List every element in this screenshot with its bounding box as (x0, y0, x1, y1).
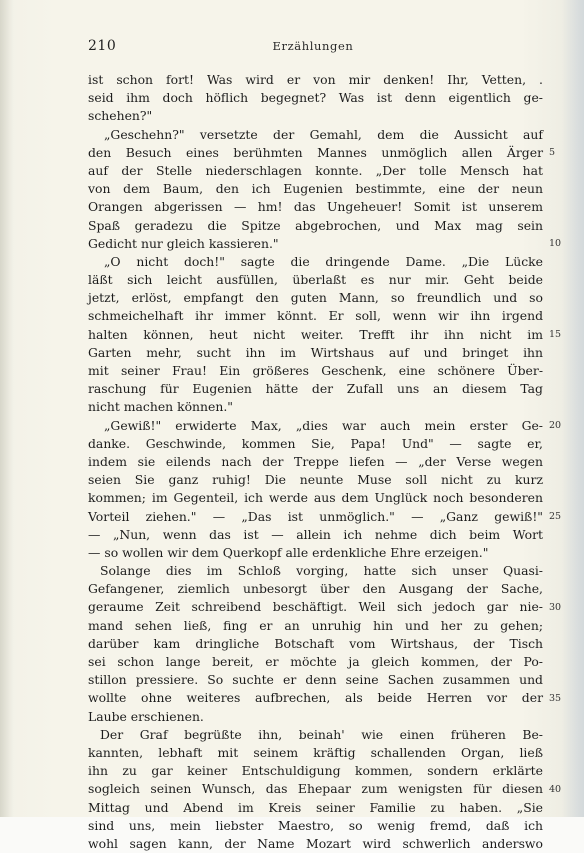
text-line: sei schon lange bereit, er möchte ja gleich kommen, der Po- (88, 654, 543, 669)
text-line: Spaß geradezu die Spitze abgebrochen, und Max mag sein (88, 217, 543, 233)
text-line: ihn zu gar keiner Entschuldigung kommen, sondern erklärte (88, 763, 543, 779)
text-line: seien Sie ganz ruhig! Die neunte Muse soll nicht zu kurz (88, 472, 543, 488)
text-line: den Besuch eines berühmten Mannes unmöglich allen Ärger (88, 144, 543, 160)
line-number: 30 (549, 601, 562, 613)
text-line: halten können, heut nicht weiter. Trefft ihr ihn nicht im (88, 326, 543, 342)
text-line: kommen; im Gegenteil, ich werde aus dem Unglück noch besonderen (88, 490, 543, 506)
text-line: „Gewiß!" erwiderte Max, „dies war auch mein erster Ge- (104, 417, 543, 433)
text-line: Laube erschienen. (88, 708, 204, 724)
line-number: 5 (549, 146, 556, 158)
text-line: schmeichelhaft ihr immer könnt. Er soll, wenn wir ihn irgend (88, 308, 543, 324)
page-number: 210 (88, 38, 117, 54)
text-line: raschung für Eugenien hätte der Zufall uns an diesem Tag (88, 381, 543, 397)
body-text (88, 71, 562, 853)
text-line: nicht machen können." (88, 399, 233, 415)
text-line: mand sehen ließ, fing er an unruhig hin und her zu gehen; (88, 617, 543, 633)
line-number: 10 (549, 237, 562, 249)
running-head: Erzählungen (272, 39, 354, 53)
text-line: Vorteil ziehen." — „Das ist unmöglich." — „Ganz gewiß!" (88, 508, 543, 524)
text-line: Der Graf begrüßte ihn, beinah' wie einen früheren Be- (100, 726, 543, 742)
line-number: 25 (549, 510, 562, 522)
text-line: jetzt, erlöst, empfangt den guten Mann, so freundlich und so (88, 290, 543, 306)
text-line: Garten mehr, sucht ihn im Wirtshaus auf und bringet ihn (88, 344, 543, 360)
text-line: sind uns, mein liebster Maestro, so wenig fremd, daß ich (88, 817, 543, 833)
text-line: — „Nun, wenn das ist — allein ich nehme dich beim Wort (88, 526, 543, 542)
text-line: Mittag und Abend im Kreis seiner Familie zu haben. „Sie (88, 799, 543, 815)
page-header (88, 38, 538, 58)
text-line: sogleich seinen Wunsch, das Ehepaar zum wenigsten für diesen (88, 781, 543, 797)
text-line: schehen?" (88, 108, 153, 124)
page-edge (562, 0, 584, 817)
text-line: geraume Zeit schreibend beschäftigt. Weil sich jedoch gar nie- (88, 599, 543, 615)
text-line: Gefangener, ziemlich unbesorgt über den Ausgang der Sache, (88, 581, 543, 597)
text-line: stillon pressiere. So suchte er denn seine Sachen zusammen und (88, 672, 543, 688)
text-line: wollte ohne weiteres aufbrechen, als beide Herren vor der (88, 690, 543, 706)
text-line: auf der Stelle niederschlagen konnte. „Der tolle Mensch hat (88, 162, 543, 178)
text-line: ist schon fort! Was wird er von mir denken! Ihr, Vetten, . (88, 72, 543, 87)
gutter-shadow (0, 0, 14, 817)
text-line: „O nicht doch!" sagte die dringende Dame. „Die Lücke (104, 253, 543, 269)
text-line: wohl sagen kann, der Name Mozart wird schwerlich anderswo (88, 835, 543, 851)
text-line: Solange dies im Schloß vorging, hatte sich unser Quasi- (100, 563, 543, 579)
text-line: läßt sich leicht ausfüllen, überlaßt es nur mir. Geht beide (88, 272, 543, 288)
text-line: darüber kam dringliche Botschaft vom Wirtshaus, der Tisch (88, 635, 543, 651)
text-line: danke. Geschwinde, kommen Sie, Papa! Und" — sagte er, (88, 435, 543, 451)
text-line: „Geschehn?" versetzte der Gemahl, dem die Aussicht auf (104, 126, 543, 142)
line-number: 15 (549, 328, 562, 340)
text-line: indem sie eilends nach der Treppe liefen — „der Verse wegen (88, 453, 543, 469)
text-line: kannten, lebhaft mit seinem kräftig schallenden Organ, ließ (88, 744, 543, 760)
text-line: Gedicht nur gleich kassieren." (88, 235, 279, 251)
text-line: von dem Baum, den ich Eugenien bestimmte, eine der neun (88, 181, 543, 197)
text-line: seid ihm doch höflich begegnet? Was ist denn eigentlich ge- (88, 90, 543, 106)
text-line: Orangen abgerissen — hm! das Ungeheuer! Somit ist unserem (88, 199, 543, 215)
line-number: 35 (549, 692, 562, 704)
text-line: — so wollen wir dem Querkopf alle erdenkliche Ehre erzeigen." (88, 544, 489, 560)
text-line: mit seiner Frau! Ein größeres Geschenk, eine schönere Über- (88, 363, 543, 378)
line-number: 20 (549, 419, 562, 431)
line-number: 40 (549, 783, 562, 795)
